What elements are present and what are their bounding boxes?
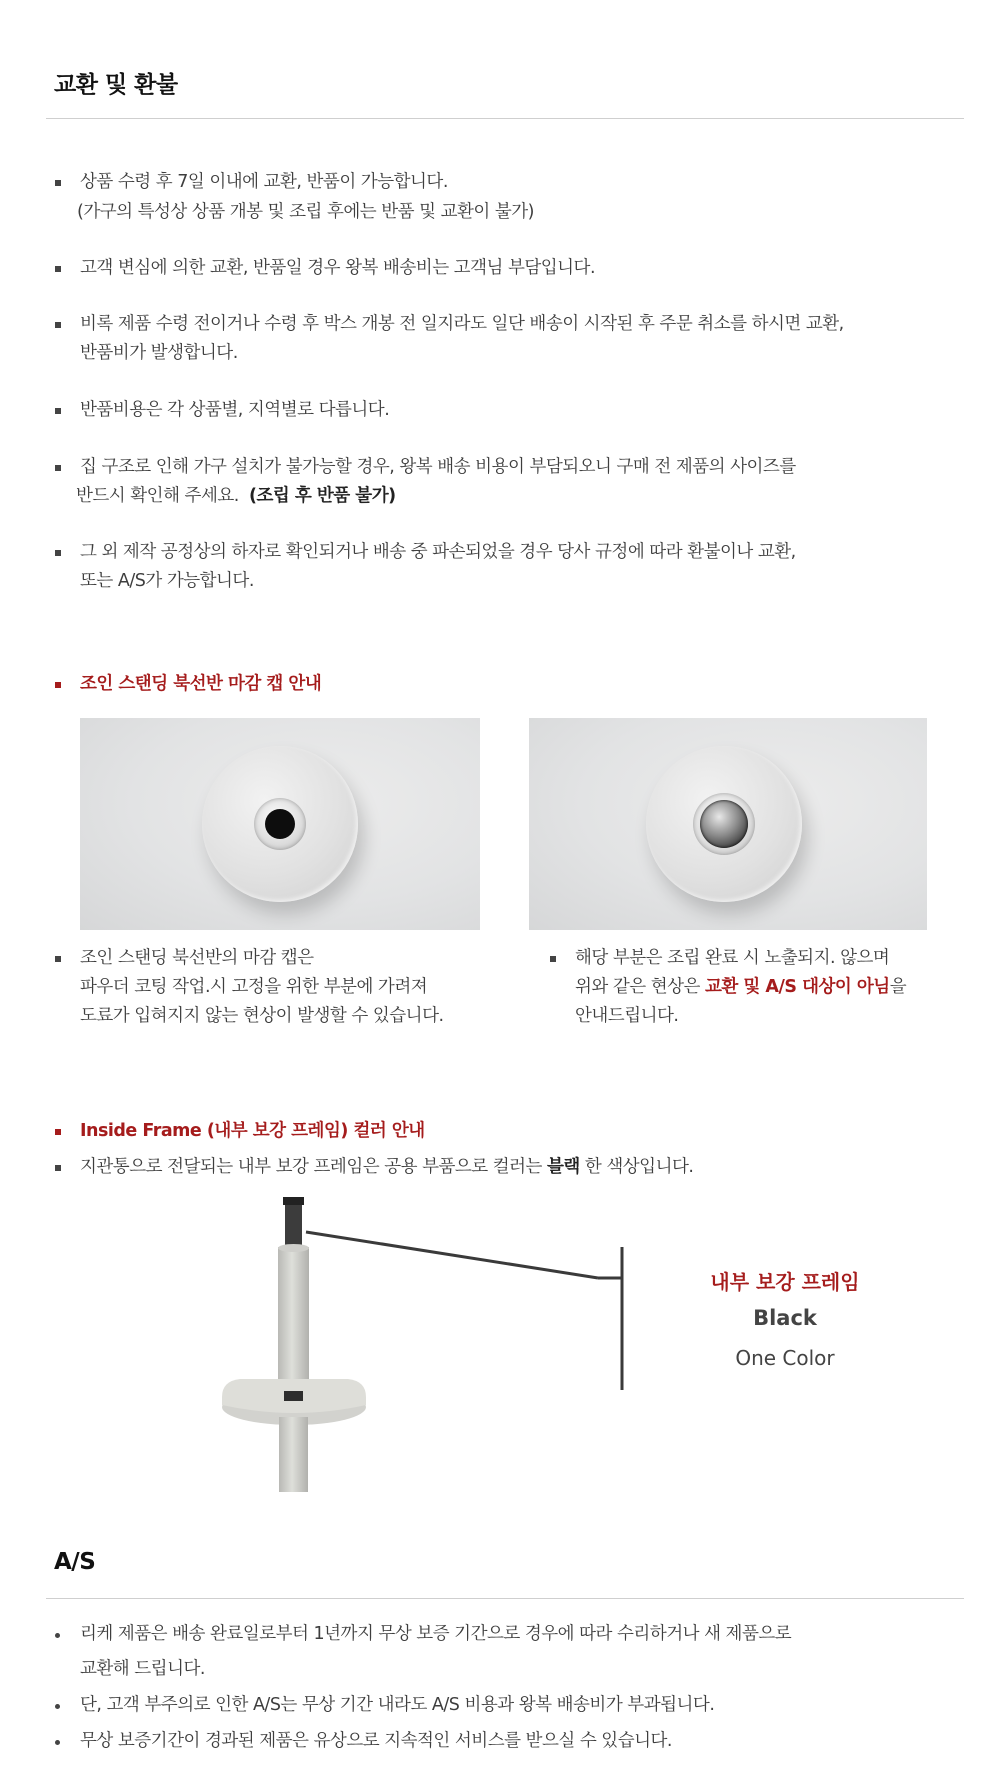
bullet-icon [55,1704,60,1709]
list-item-text: 반품비용은 각 상품별, 지역별로 다릅니다. [80,400,390,420]
caption-text-part: 위와 같은 현상은 [575,977,706,997]
bullet-icon [55,1740,60,1745]
list-item-text: 단, 고객 부주의로 인한 A/S는 무상 기간 내라도 A/S 비용과 왕복 배송비가 부과됩니다. [80,1695,715,1715]
frame-section-title: Inside Frame (내부 보강 프레임) 컬러 안내 [80,1121,425,1141]
cap-photo-uncoated [80,718,480,930]
caption-line: 안내드립니다. [575,1006,679,1026]
frame-label-title: 내부 보강 프레임 [710,1270,860,1294]
list-item-text: (가구의 특성상 상품 개봉 및 조립 후에는 반품 및 교환이 불가) [77,202,535,222]
as-divider [46,1598,964,1599]
frame-illustration [200,1195,640,1495]
frame-color-highlight: 블랙 [547,1157,580,1177]
list-item-text: 비록 제품 수령 전이거나 수령 후 박스 개봉 전 일지라도 일단 배송이 시작된 후 주문 취소를 하시면 교환, [80,314,844,334]
list-item-text: 상품 수령 후 7일 이내에 교환, 반품이 가능합니다. [80,172,448,192]
frame-label-color: Black [753,1306,817,1330]
list-item-text [76,482,396,511]
cap-hole-icon [265,809,295,839]
exchange-divider [46,118,964,119]
inner-frame-joint-icon [284,1391,303,1401]
caption-line [575,973,906,1002]
exchange-title: 교환 및 환불 [54,72,178,98]
bullet-icon [55,682,61,688]
bullet-icon [55,180,61,186]
pole-lower-icon [279,1417,308,1492]
list-item-text: 집 구조로 인해 가구 설치가 불가능할 경우, 왕복 배송 비용이 부담되오니 구매 전 제품의 사이즈를 [80,457,796,477]
frame-desc-part: 한 색상입니다. [579,1157,694,1177]
list-item-text: 리케 제품은 배송 완료일로부터 1년까지 무상 보증 기간으로 경우에 따라 수리하거나 새 제품으로 [80,1624,792,1644]
caption-text-part: 을 [889,977,907,997]
cap-section-title: 조인 스탠딩 북선반 마감 캡 안내 [80,674,322,694]
screw-icon [700,800,748,848]
cap-photo-assembled [529,718,927,930]
bullet-icon [55,1165,61,1171]
caption-line: 파우더 코팅 작업.시 고정을 위한 부분에 가려져 [80,977,428,997]
bullet-icon [55,322,61,328]
list-item-text-part: 반드시 확인해 주세요. [76,486,239,506]
bullet-icon [55,1633,60,1638]
bullet-icon [55,465,61,471]
frame-description [80,1153,693,1182]
list-item-text: 그 외 제작 공정상의 하자로 확인되거나 배송 중 파손되었을 경우 당사 규정에 따라 환불이나 교환, [80,542,796,562]
bullet-icon [55,550,61,556]
bullet-icon [55,956,61,962]
list-item-text: 무상 보증기간이 경과된 제품은 유상으로 지속적인 서비스를 받으실 수 있습니다. [80,1731,672,1751]
bullet-icon [55,266,61,272]
list-item-text: 또는 A/S가 가능합니다. [80,571,254,591]
no-return-notice: (조립 후 반품 불가) [248,486,396,506]
frame-desc-part: 지관통으로 전달되는 내부 보강 프레임은 공용 부품으로 컬러는 [80,1157,548,1177]
pointer-line [306,1232,598,1278]
bullet-icon [550,956,556,962]
caption-line: 해당 부분은 조립 완료 시 노출되지. 않으며 [575,948,890,968]
list-item-text: 고객 변심에 의한 교환, 반품일 경우 왕복 배송비는 고객님 부담입니다. [80,258,596,278]
bullet-icon [55,1129,61,1135]
caption-line: 도료가 입혀지지 않는 현상이 발생할 수 있습니다. [80,1006,444,1026]
as-title: A/S [54,1549,96,1575]
not-eligible-notice: 교환 및 A/S 대상이 아님 [705,977,890,997]
list-item-text: 교환해 드립니다. [80,1659,205,1679]
caption-line: 조인 스탠딩 북선반의 마감 캡은 [80,948,314,968]
list-item-text: 반품비가 발생합니다. [80,343,238,363]
frame-label-note: One Color [735,1346,835,1370]
bullet-icon [55,408,61,414]
